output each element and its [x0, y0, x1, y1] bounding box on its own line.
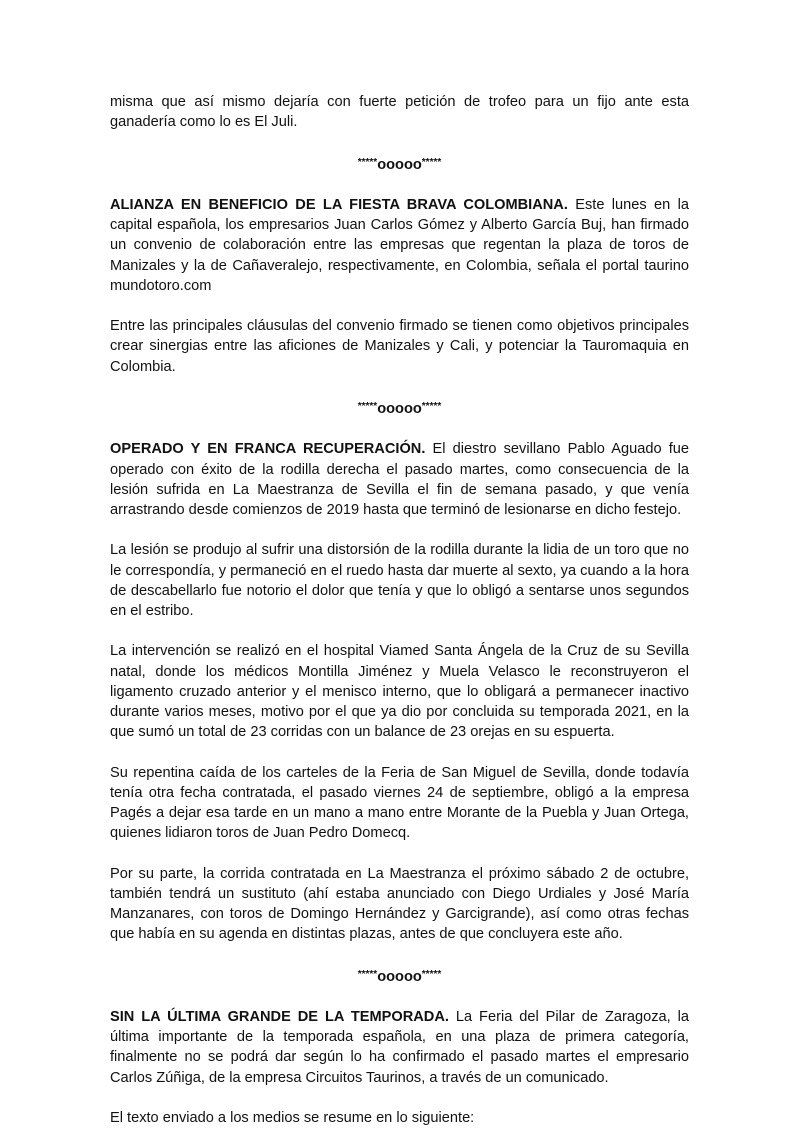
paragraph-text: La intervención se realizó en el hospital Viamed Santa Ángela de la Cruz de su Sevilla natal, donde los médicos Montilla Jiménez y Muela Velasco le reconstruyeron el ligamento cruzado anterior y el menisco interno, que lo obligará a permanecer inactivo durante varios meses, motivo por el que ya dio por concluida su temporada 2021, en la que sumó un total de 23 corridas con un balance de 23 orejas en su espuerta.	[110, 643, 689, 741]
separator-circles: ooooo	[377, 400, 422, 417]
separator-stars-left: *****	[357, 968, 378, 980]
paragraph-text: Entre las principales cláusulas del convenio firmado se tienen como objetivos principales crear sinergias entre las aficiones de Manizales y Cali, y potenciar la Tauromaquia en Colombia.	[110, 318, 689, 375]
separator-circles: ooooo	[377, 156, 422, 173]
paragraph-text: Su repentina caída de los carteles de la Feria de San Miguel de Sevilla, donde todavía tenía otra fecha contratada, el pasado viernes 24 de septiembre, obligó a la empresa Pagés a dejar esa tarde en un mano a mano entre Morante de la Puebla y Juan Ortega, quienes lidiaron toros de Juan Pedro Domecq.	[110, 764, 689, 842]
section-separator	[110, 965, 689, 987]
article-text: La Feria del Pilar de Zaragoza, la última importante de la temporada española, en una plaza de primera categoría, finalmente no se podrá dar según lo ha confirmado el pasado martes el empresario Carlos Zúñiga, de la empresa Circuitos Taurinos, a través de un comunicado.	[110, 1008, 689, 1086]
article-text: El diestro sevillano Pablo Aguado fue operado con éxito de la rodilla derecha el pasado martes, como consecuencia de la lesión sufrida en La Maestranza de Sevilla el fin de semana pasado, y que venía arrastrando desde comienzos de 2019 hasta que terminó de lesionarse en dicho festejo.	[110, 441, 689, 518]
paragraph-text: misma que así mismo dejaría con fuerte petición de trofeo para un fijo ante esta ganadería como lo es El Juli.	[110, 94, 689, 131]
paragraph-texto-enviado	[110, 1108, 689, 1128]
paragraph-carteles	[110, 763, 689, 844]
section-separator	[110, 153, 689, 175]
separator-stars-right: *****	[421, 968, 442, 980]
separator-circles: ooooo	[377, 968, 422, 985]
document-page	[110, 92, 689, 1148]
section-separator	[110, 397, 689, 419]
paragraph-text: Por su parte, la corrida contratada en La Maestranza el próximo sábado 2 de octubre, también tendrá un sustituto (ahí estaba anunciado con Diego Urdiales y José María Manzanares, con toros de Domingo Hernández y Garcigrande), así como otras fechas que había en su agenda en distintas plazas, antes de que concluyera este año.	[110, 865, 689, 943]
article-operado	[110, 439, 689, 520]
separator-stars-right: *****	[421, 400, 442, 412]
separator-stars-right: *****	[421, 156, 442, 168]
paragraph-clausulas	[110, 316, 689, 377]
article-alianza	[110, 195, 689, 296]
paragraph-sustituto	[110, 864, 689, 945]
paragraph-el-juli	[110, 92, 689, 132]
article-headline: OPERADO Y EN FRANCA RECUPERACIÓN.	[110, 441, 426, 458]
paragraph-text: El texto enviado a los medios se resume en lo siguiente:	[110, 1109, 475, 1126]
article-text: Este lunes en la capital española, los empresarios Juan Carlos Gómez y Alberto García Buj, han firmado un convenio de colaboración entre las empresas que regentan la plaza de toros de Manizales y la de Cañaveralejo, respectivamente, en Colombia, señala el portal taurino mundotoro.com	[110, 196, 689, 294]
article-headline: SIN LA ÚLTIMA GRANDE DE LA TEMPORADA.	[110, 1008, 449, 1025]
separator-stars-left: *****	[357, 400, 378, 412]
paragraph-lesion	[110, 540, 689, 621]
article-headline: ALIANZA EN BENEFICIO DE LA FIESTA BRAVA COLOMBIANA.	[110, 196, 568, 213]
paragraph-text: La lesión se produjo al sufrir una distorsión de la rodilla durante la lidia de un toro que no le correspondía, y permaneció en el ruedo hasta dar muerte al sexto, ya cuando a la hora de descabellarlo fue notorio el dolor que tenía y que lo obligó a sentarse unos segundos en el estribo.	[110, 542, 689, 619]
paragraph-intervencion	[110, 641, 689, 742]
article-ultima-grande	[110, 1007, 689, 1088]
separator-stars-left: *****	[357, 156, 378, 168]
